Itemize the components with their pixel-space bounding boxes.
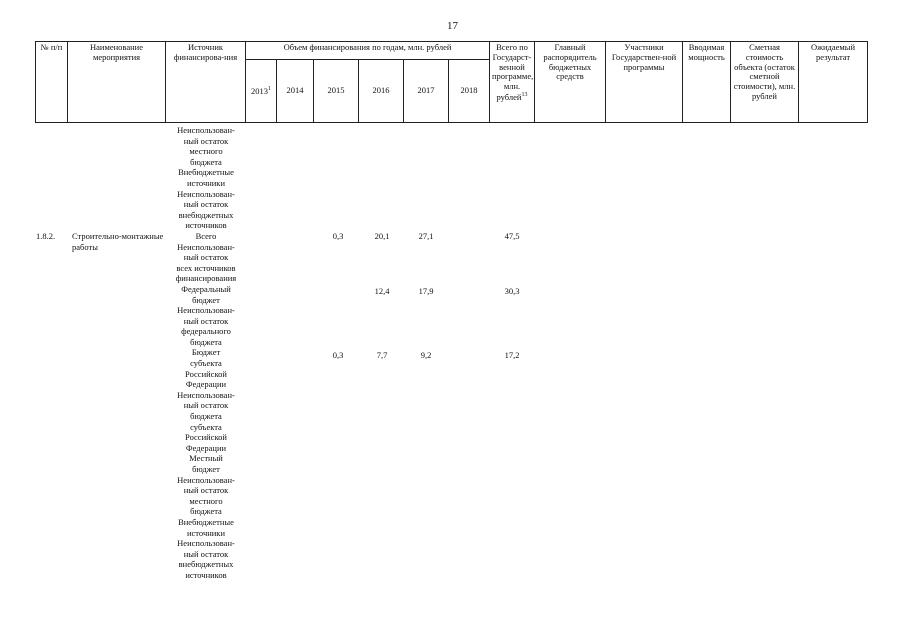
- funding-source-line: ный остаток: [183, 485, 229, 496]
- header-result: Ожидаемый результат: [799, 42, 868, 123]
- federal-sum-value: 30,3: [504, 286, 520, 296]
- total-2016-value: 20,1: [374, 231, 390, 241]
- funding-source-line: Внебюджетные: [178, 516, 234, 527]
- federal-2016-value: 12,4: [374, 286, 390, 296]
- funding-source-line: источники: [186, 177, 225, 188]
- subject-sum-value: 17,2: [504, 350, 520, 360]
- funding-source-line: Бюджет: [191, 347, 221, 358]
- page-number: 17: [447, 20, 458, 32]
- funding-source-line: внебюджетных: [178, 559, 234, 570]
- funding-source-line: Неиспользован-: [177, 305, 235, 316]
- total-sum-value: 47,5: [504, 231, 520, 241]
- funding-source-line: Российской: [185, 368, 227, 379]
- total-2015-value: 0,3: [332, 231, 344, 241]
- funding-source-line: Российской: [185, 432, 227, 443]
- header-capacity: Вводимая мощность: [683, 42, 731, 123]
- header-no: № п/п: [36, 42, 68, 123]
- header-year-2014: 2014: [277, 60, 314, 123]
- header-year-2013: 2013$^1$: [246, 60, 277, 123]
- funding-source-line: Неиспользован-: [177, 538, 235, 549]
- header-year-2018: 2018: [449, 60, 490, 123]
- header-estimate: Сметная стоимость объекта (остаток сметной стоимости), млн. рублей: [731, 42, 799, 123]
- funding-source-line: бюджет: [192, 464, 220, 474]
- header-volume: Объем финансирования по годам, млн. рублей: [246, 42, 490, 60]
- funding-source-line: местного: [189, 146, 223, 157]
- funding-source-line: федерального: [181, 326, 231, 337]
- total-2017-value: 27,1: [418, 231, 434, 241]
- funding-source-line: бюджета: [190, 336, 222, 347]
- funding-source-line: источники: [186, 527, 225, 538]
- funding-source-line: бюджет: [192, 294, 220, 305]
- funding-source-line: финансирования: [175, 273, 237, 284]
- row-name: Строительно-монтажные работы: [72, 231, 164, 252]
- table-header: [35, 41, 868, 123]
- funding-source-line: бюджета: [190, 506, 222, 517]
- header-year-2016: 2016: [359, 60, 404, 123]
- funding-source-line: Неиспользован-: [177, 389, 235, 400]
- row-number: 1.8.2.: [36, 231, 56, 241]
- funding-source-line: ный остаток: [183, 135, 229, 146]
- funding-source-line: всех источников: [176, 262, 236, 273]
- funding-source-line: ный остаток: [183, 400, 229, 411]
- header-year-2015: 2015: [314, 60, 359, 123]
- header-total: Всего по Государст-венной программе, млн. рублей$^{13}$: [490, 42, 535, 123]
- funding-source-line: Федеральный: [181, 283, 231, 294]
- header-year-2017: 2017: [404, 60, 449, 123]
- header-name: Наименование мероприятия: [68, 42, 166, 123]
- funding-sources-column: [166, 125, 246, 581]
- funding-source-line: Федерации: [185, 379, 227, 390]
- subject-2016-value: 7,7: [376, 350, 388, 360]
- funding-source-line: Неиспользован-: [177, 474, 235, 485]
- funding-source-line: ный остаток: [183, 252, 229, 263]
- header-participants: Участники Государствен-ной программы: [606, 42, 683, 123]
- header-source: Источник финансирова-ния: [166, 42, 246, 123]
- federal-2017-value: 17,9: [418, 286, 434, 296]
- funding-source-line: источников: [185, 569, 227, 580]
- funding-source-line: бюджета: [190, 411, 222, 422]
- funding-source-line: Неиспользован-: [177, 125, 235, 135]
- funding-source-line: субъекта: [190, 358, 222, 369]
- funding-source-line: ный остаток: [183, 548, 229, 559]
- funding-source-line: бюджета: [190, 156, 222, 167]
- funding-source-line: Неиспользован-: [177, 241, 235, 252]
- subject-2017-value: 9,2: [420, 350, 432, 360]
- funding-source-line: источников: [185, 220, 227, 231]
- funding-source-line: Всего: [195, 230, 217, 241]
- subject-2015-value: 0,3: [332, 350, 344, 360]
- funding-source-line: Местный: [189, 453, 223, 464]
- funding-source-line: ный остаток: [183, 199, 229, 210]
- funding-source-line: внебюджетных: [178, 209, 234, 220]
- funding-source-line: местного: [189, 495, 223, 506]
- funding-source-line: ный остаток: [183, 315, 229, 326]
- funding-source-line: Внебюджетные: [178, 167, 234, 178]
- funding-source-line: субъекта: [190, 421, 222, 432]
- funding-source-line: Федерации: [185, 442, 227, 453]
- header-manager: Главный распорядитель бюджетных средств: [535, 42, 606, 123]
- funding-source-line: Неиспользован-: [177, 188, 235, 199]
